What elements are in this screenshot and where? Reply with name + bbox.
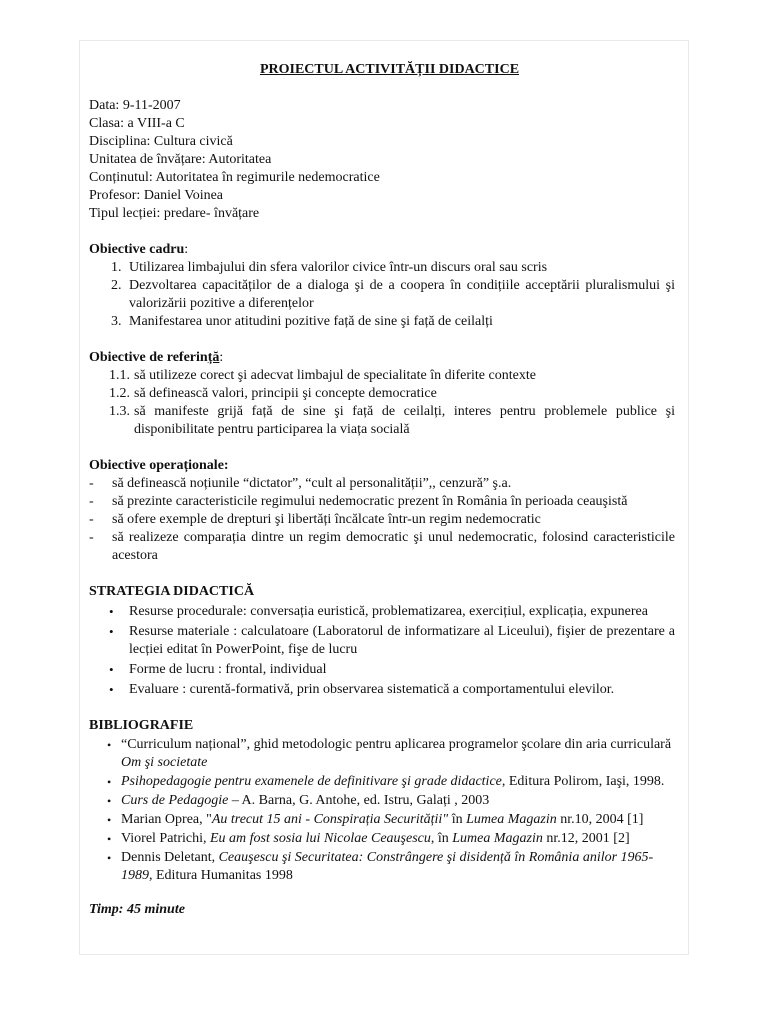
bibliografie-list: [89, 736, 675, 885]
strategia-list: [89, 603, 675, 699]
bullet-icon: •: [107, 813, 112, 827]
list-item: • Dennis Deletant, Ceauşescu şi Securitatea: Constrângere şi disidență în România anilor 1965-1989, Editura Humanitas 1998: [107, 850, 654, 883]
info-content: Conținutul: Autoritatea în regimurile nedemocratice: [89, 170, 380, 185]
bullet-icon: •: [107, 794, 112, 808]
list-item: 1. Utilizarea limbajului din sfera valorilor civice într-un discurs oral sau scris: [111, 260, 548, 275]
bullet-icon: •: [109, 682, 114, 697]
bullet-icon: •: [109, 662, 114, 677]
list-item: • Evaluare : curentă-formativă, prin observarea sistematică a comportamentului elevilor.: [109, 682, 615, 697]
info-date: Data: 9-11-2007: [89, 98, 181, 113]
bullet-icon: •: [107, 851, 112, 865]
section-heading-obiective-referinta: Obiective de referință:: [89, 350, 224, 365]
document-title: PROIECTUL ACTIVITĂȚII DIDACTICE: [259, 62, 520, 77]
list-item: • Resurse materiale : calculatoare (Laboratorul de informatizare al Liceului), fişier de prezentare a lecției editat în PowerPoint, fişe de lucru: [109, 624, 675, 657]
info-unit: Unitatea de învățare: Autoritatea: [89, 152, 272, 167]
obiective-cadru-list: [89, 259, 675, 331]
bullet-icon: •: [109, 604, 114, 619]
list-item: - să definească noțiunile “dictator”, “cult al personalității”,, cenzură” ş.a.: [89, 476, 512, 491]
bullet-icon: •: [107, 832, 112, 846]
section-heading-obiective-operationale: Obiective operaționale:: [89, 458, 229, 473]
info-teacher: Profesor: Daniel Voinea: [89, 188, 224, 203]
info-class: Clasa: a VIII-a C: [89, 116, 185, 131]
list-item: - să prezinte caracteristicile regimului nedemocratic prezent în România în perioada ceauşistă: [89, 494, 628, 509]
list-item: • Curs de Pedagogie – A. Barna, G. Antohe, ed. Istru, Galați , 2003: [107, 793, 490, 808]
lesson-info: [89, 97, 675, 223]
section-heading-bibliografie: BIBLIOGRAFIE: [89, 718, 194, 733]
list-item: • Viorel Patrichi, Eu am fost sosia lui Nicolae Ceauşescu, în Lumea Magazin nr.12, 2001 [2]: [107, 831, 630, 846]
list-item: • “Curriculum național”, ghid metodologic pentru aplicarea programelor şcolare din aria curriculară Om şi societate: [107, 737, 672, 770]
bullet-icon: •: [109, 624, 114, 639]
lesson-duration: Timp: 45 minute: [89, 902, 185, 917]
info-discipline: Disciplina: Cultura civică: [89, 134, 233, 149]
section-heading-obiective-cadru: Obiective cadru:: [89, 242, 189, 257]
document-page: [79, 40, 689, 955]
list-item: 1.1. să utilizeze corect şi adecvat limbajul de specialitate în diferite contexte: [109, 368, 536, 383]
list-item: 2. Dezvoltarea capacităților de a dialoga şi de a coopera în condițiile acceptării pluralismului şi valorizării pozitive a diferențelor: [111, 278, 675, 311]
bullet-icon: •: [107, 738, 112, 752]
list-item: • Psihopedagogie pentru examenele de definitivare şi grade didactice, Editura Polirom, Iaşi, 1998.: [107, 774, 665, 789]
info-lesson-type: Tipul lecției: predare- învățare: [89, 206, 260, 221]
list-item: 3. Manifestarea unor atitudini pozitive față de sine şi față de ceilalți: [111, 314, 493, 329]
obiective-operationale-list: [89, 475, 675, 565]
list-item: • Resurse procedurale: conversația euristică, problematizarea, exercițiul, explicația, expunerea: [109, 604, 648, 619]
list-item: - să ofere exemple de drepturi şi libertăți încălcate într-un regim nedemocratic: [89, 512, 541, 527]
bullet-icon: •: [107, 775, 112, 789]
list-item: 1.2. să definească valori, principii şi concepte democratice: [109, 386, 437, 401]
obiective-referinta-list: [89, 367, 675, 439]
list-item: - să realizeze comparația dintre un regim democratic şi unul nedemocratic, folosind caracteristicile acestora: [89, 530, 675, 563]
list-item: • Marian Oprea, "Au trecut 15 ani - Conspirația Securității" în Lumea Magazin nr.10, 2004 [1]: [107, 812, 644, 827]
document-content: [89, 61, 675, 919]
list-item: • Forme de lucru : frontal, individual: [109, 662, 327, 677]
section-heading-strategia: STRATEGIA DIDACTICĂ: [89, 584, 255, 599]
list-item: 1.3. să manifeste grijă față de sine şi față de ceilalți, interes pentru problemele publice şi disponibilitate pentru participarea la viața socială: [109, 404, 675, 437]
